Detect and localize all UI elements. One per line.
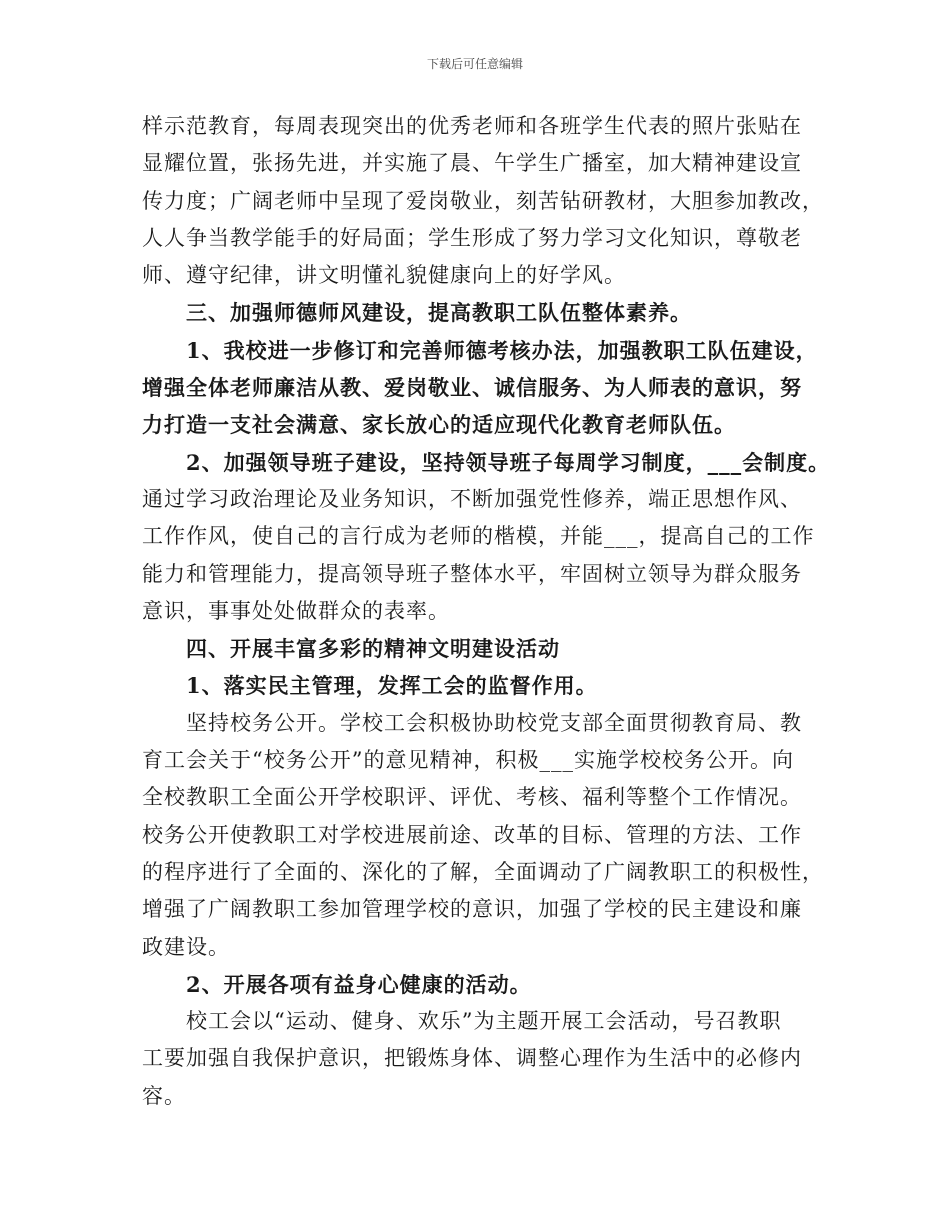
paragraph-line: 的程序进行了全面的、深化的了解，全面调动了广阔教职工的积极性， [142,859,824,884]
heading-line: 增强全体老师廉洁从教、爱岗敬业、诚信服务、为人师表的意识，努 [142,375,802,401]
paragraph-line: 传力度；广阔老师中呈现了爱岗敬业，刻苦钻研教材，大胆参加教改， [142,188,824,213]
paragraph-line: 容。 [142,1083,186,1108]
heading-line: 2、开展各项有益身心健康的活动。 [186,971,532,997]
page-header: 下载后可任意编辑 [426,57,523,71]
heading-line: 力打造一支社会满意、家长放心的适应现代化教育老师队伍。 [142,412,736,438]
paragraph-line: 增强了广阔教职工参加管理学校的意识，加强了学校的民主建设和廉 [142,897,802,922]
paragraph-line: 意识，事事处处做群众的表率。 [142,598,450,623]
document-body [142,108,831,1115]
paragraph-line: 坚持校务公开。学校工会积极协助校党支部全面贯彻教育局、教 [186,710,802,735]
paragraph-line: 样示范教育，每周表现突出的优秀老师和各班学生代表的照片张贴在 [142,114,802,138]
paragraph-line: 校务公开使教职工对学校进展前途、改革的目标、管理的方法、工作 [142,822,802,847]
heading-line: 1、落实民主管理，发挥工会的监督作用。 [186,673,598,699]
paragraph-line: 工作作风，使自己的言行成为老师的楷模，并能___，提高自己的工作 [142,524,815,549]
paragraph-line: 人人争当教学能手的好局面；学生形成了努力学习文化知识，尊敬老 [142,225,802,250]
paragraph-line: 校工会以“运动、健身、欢乐”为主题开展工会活动，号召教职 [186,1009,782,1034]
paragraph-line: 通过学习政治理论及业务知识，不断加强党性修养，端正思想作风、 [142,486,802,511]
paragraph-line: 师、遵守纪律，讲文明懂礼貌健康向上的好学风。 [142,263,626,288]
heading-line: 三、加强师德师风建设，提高教职工队伍整体素养。 [186,300,692,326]
heading-line: 2、加强领导班子建设，坚持领导班子每周学习制度，___会制度。 [186,449,831,475]
paragraph-line: 育工会关于“校务公开”的意见精神，积极___实施学校校务公开。向 [142,748,794,773]
paragraph-line: 全校教职工全面公开学校职评、评优、考核、福利等整个工作情况。 [142,785,802,810]
heading-line: 四、开展丰富多彩的精神文明建设活动 [186,636,560,662]
paragraph-line: 政建设。 [142,934,230,959]
paragraph-line: 显耀位置，张扬先进，并实施了晨、午学生广播室，加大精神建设宣 [142,151,802,176]
paragraph-line: 能力和管理能力，提高领导班子整体水平，牢固树立领导为群众服务 [142,561,802,586]
heading-line: 1、我校进一步修订和完善师德考核办法，加强教职工队伍建设， [186,337,818,363]
paragraph-line: 工要加强自我保护意识，把锻炼身体、调整心理作为生活中的必修内 [142,1046,802,1071]
